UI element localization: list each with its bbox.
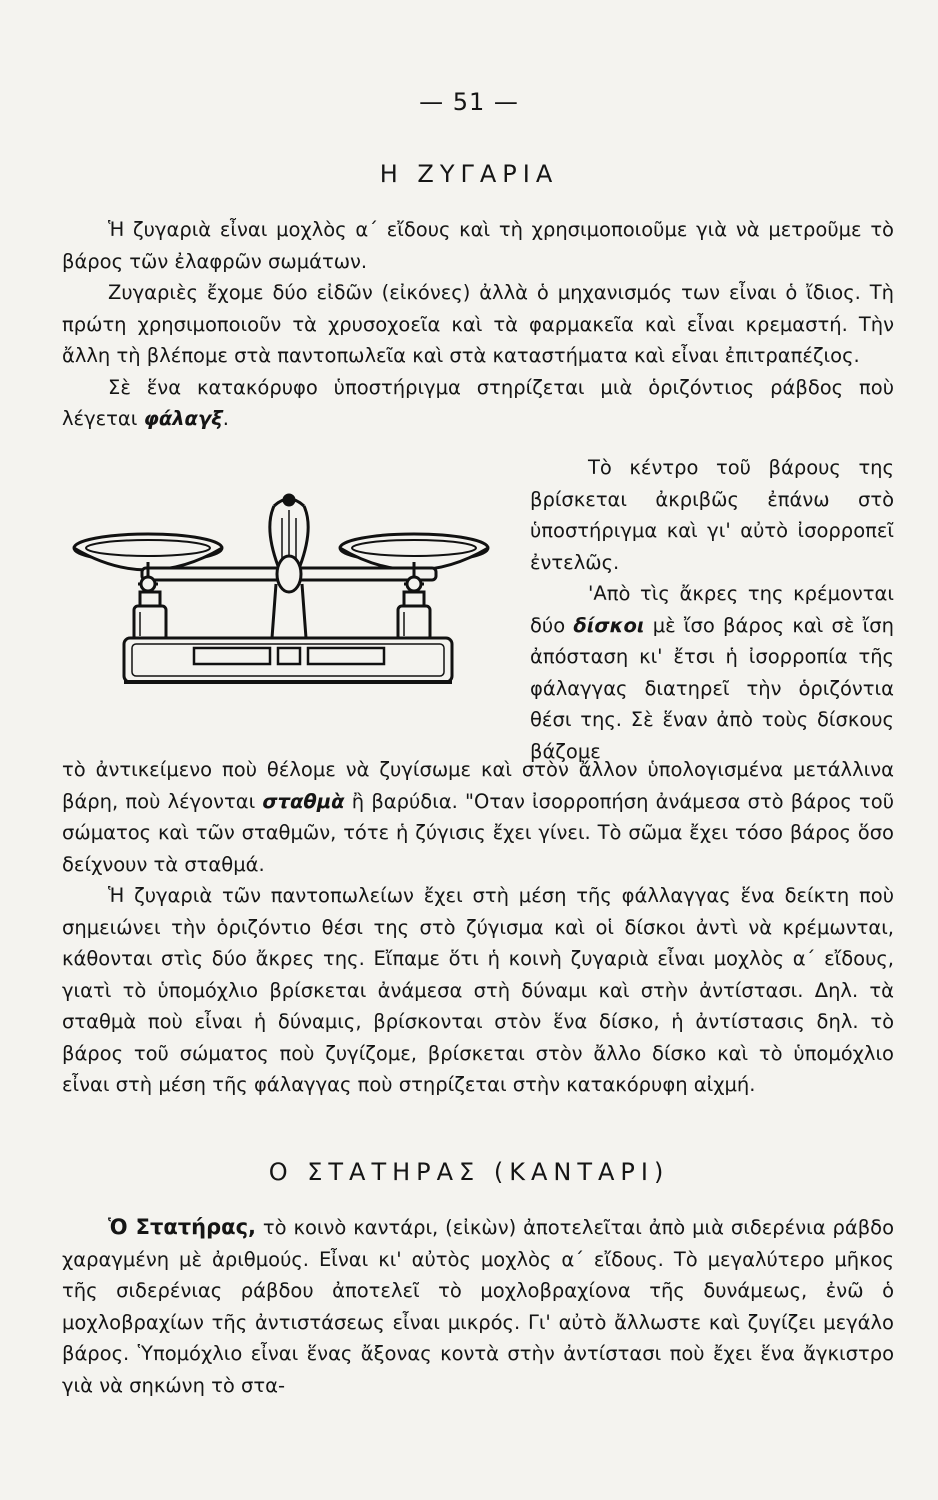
paragraph (62, 372, 894, 435)
term-stathma: σταθμὰ (262, 789, 345, 813)
statiras-text (62, 1212, 894, 1401)
text-span: ἢ βαρύδια. "Οταν ἰσορροπήση ἀνάμεσα στὸ βάρος τοῦ σώματος καὶ τῶν σταθμῶν, τότε ἡ ζύγισις ἔχει γίνει. Τὸ σῶμα ἔχει τόσο βάρος ὅσο δείχνουν τὰ σταθμά. (62, 789, 894, 876)
text-span: μὲ ἴσο βάρος καὶ σὲ ἴση ἀπόσταση κι' ἔτσι ἡ ἰσορροπία τῆς φάλαγγας διατηρεῖ τὴν ὁριζόντια θέσι της. Σὲ ἕναν ἀπὸ τοὺς δίσκους βάζομε (530, 613, 894, 763)
paragraph (62, 1212, 894, 1401)
side-text (530, 452, 894, 767)
section-title-zygaria: Η ΖΥΓΑΡΙΑ (379, 160, 559, 188)
paragraph: Τὸ κέντρο τοῦ βάρους της βρίσκεται ἀκριβῶς ἐπάνω στὸ ὑποστήριγμα καὶ γι' αὐτὸ ἰσορροπεῖ ἐντελῶς. (530, 456, 894, 574)
text-span: . (222, 407, 229, 430)
paragraph (62, 754, 894, 880)
balance-scale-illustration (68, 488, 510, 720)
text-span: τὸ ἀντικείμενο ποὺ θέλομε νὰ ζυγίσωμε καὶ στὸν ἄλλον ὑπολογισμένα μετάλλινα βάρη, ποὺ λέγονται (62, 758, 894, 813)
page-number: — 51 — (419, 88, 519, 116)
text-span: τὸ κοινὸ καντάρι, (εἰκὼν) ἀποτελεῖται ἀπὸ μιὰ σιδερένια ράβδο χαραγμένη μὲ ἀριθμούς. Εἶναι κι' αὐτὸς μοχλὸς α΄ εἴδους. Τὸ μεγαλύτερο μῆκος τῆς σιδερένιας ράβδου ἀποτελεῖ τὸ μοχλοβραχίονα τῆς δυνάμεως, ἐνῶ ὁ μοχλοβραχίων τῆς ἀντιστάσεως εἶναι μικρός. Γι' αὐτὸ ἄλλωστε καὶ ζυγίζει μεγάλο βάρος. Ὑπομόχλιο εἶναι ἕνας ἄξονας κοντὰ στὴν ἀντίστασι ποὺ ἔχει ἕνα ἄγκιστρο γιὰ νὰ σηκώνη τὸ στα- (62, 1216, 894, 1397)
term-falagx: φάλαγξ (143, 407, 223, 430)
paragraph: Ἡ ζυγαριὰ τῶν παντοπωλείων ἔχει στὴ μέση τῆς φάλλαγγας ἕνα δείκτη ποὺ σημειώνει τὴν ὁριζόντιο θέσι της στὸ ζύγισμα καὶ οἱ δίσκοι ἀντὶ νὰ κρέμωνται, κάθονται στὶς δύο ἄκρες της. Εἴπαμε ὅτι ἡ κοινὴ ζυγαριὰ εἶναι μοχλὸς α΄ εἴδους, γιατὶ τὸ ὑπομόχλιο βρίσκεται ἀνάμεσα στὴ δύναμι καὶ στὴν ἀντίστασι. Δηλ. τὰ σταθμὰ ποὺ εἶναι ἡ δύναμις, βρίσκονται στὸν ἕνα δίσκο, ἡ ἀντίστασις δηλ. τὸ βάρος τοῦ σώματος ποὺ ζυγίζομε, βρίσκεται στὸν ἄλλο δίσκο καὶ τὸ ὑπομόχλιο εἶναι στὴ μέση τῆς φάλαγγας ποὺ στηρίζεται στὴν κατακόρυφη αἰχμή. (62, 884, 894, 1096)
paragraph (530, 578, 894, 767)
intro-text (62, 214, 894, 435)
term-diskoi: δίσκοι (573, 613, 645, 637)
lead-term-statiras: Ὁ Στατήρας, (108, 1215, 257, 1239)
continued-text (62, 754, 894, 1101)
text-span: 'Απὸ τὶς ἄκρες της κρέμονται δύο (530, 582, 894, 637)
section-title-statiras: Ο ΣΤΑΤΗΡΑΣ (ΚΑΝΤΑΡΙ) (268, 1158, 670, 1186)
paragraph: Ἡ ζυγαριὰ εἶναι μοχλὸς α΄ εἴδους καὶ τὴ χρησιμοποιοῦμε γιὰ νὰ μετροῦμε τὸ βάρος τῶν ἐλαφρῶν σωμάτων. (62, 218, 894, 273)
text-span: Σὲ ἕνα κατακόρυφο ὑποστήριγμα στηρίζεται μιὰ ὁριζόντιος ράβδος ποὺ λέγεται (62, 375, 894, 430)
paragraph: Ζυγαριὲς ἔχομε δύο εἰδῶν (εἰκόνες) ἀλλὰ ὁ μηχανισμός των εἶναι ὁ ἴδιος. Τὴ πρώτη χρησιμοποιοῦν τὰ χρυσοχοεῖα καὶ τὰ φαρμακεῖα καὶ εἶναι κρεμαστή. Τὴν ἄλλη τὴ βλέπομε στὰ παντοπωλεῖα καὶ στὰ καταστήματα καὶ εἶναι ἐπιτραπέζιος. (62, 281, 894, 367)
